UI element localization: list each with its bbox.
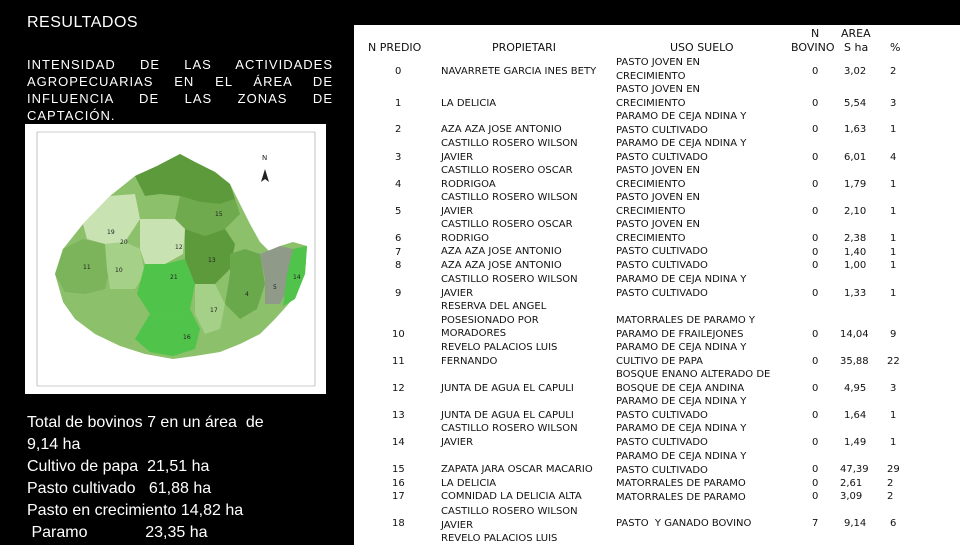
- cell-propietario: LA DELICIA: [441, 98, 497, 109]
- cell-propietario: ZAPATA JARA OSCAR MACARIO LA DELICIA COMNIDAD LA DELICIA ALTA: [441, 464, 593, 502]
- cell-pct: 29 2 2: [887, 464, 900, 502]
- map-region-10: [105, 242, 145, 289]
- summary-line: Cultivo de papa 21,51 ha: [27, 458, 210, 475]
- cell-pct: 3: [890, 383, 897, 394]
- cell-uso-suelo: PARAMO DE CEJA NDINA Y CULTIVO DE PAPA: [616, 342, 747, 367]
- header-area-1: AREA: [841, 27, 871, 40]
- cell-predio: 11: [392, 356, 405, 367]
- subtitle-line: INFLUENCIA DE LAS ZONAS DE: [27, 91, 333, 106]
- map-label: 16: [183, 334, 191, 341]
- cell-predio: 12: [392, 383, 405, 394]
- summary-line: 9,14 ha: [27, 436, 81, 453]
- cell-area: 3,02: [844, 66, 867, 77]
- cell-area: 1,63: [844, 124, 867, 135]
- cell-uso-suelo: PASTO JOVEN EN CRECIMIENTO: [616, 57, 700, 82]
- cell-area: 1,79: [844, 179, 867, 190]
- summary-line: Pasto en crecimiento 14,82 ha: [27, 502, 244, 519]
- cell-uso-suelo: MATORRALES DE PARAMO Y PARAMO DE FRAILEJONES: [616, 315, 756, 340]
- map-label: 17: [210, 307, 218, 314]
- cell-uso-suelo: PARAMO DE CEJA NDINA Y PASTO CULTIVADO: [616, 274, 747, 299]
- cell-uso-suelo: BOSQUE ENANO ALTERADO DE BOSQUE DE CEJA ANDINA: [616, 369, 771, 394]
- map-label: 11: [83, 264, 91, 271]
- cell-bovinos: 0: [812, 410, 819, 421]
- cell-predio: 4: [395, 179, 402, 190]
- cell-predio: 3: [395, 152, 402, 163]
- map-label: 19: [107, 229, 115, 236]
- cell-propietario: JUNTA DE AGUA EL CAPULI: [441, 410, 574, 421]
- cell-bovinos: 0: [812, 179, 819, 190]
- cell-uso-suelo: PARAMO DE CEJA NDINA Y PASTO CULTIVADO MATORRALES DE PARAMO MATORRALES DE PARAMO: [616, 451, 747, 503]
- cell-predio: 9: [395, 288, 402, 299]
- page-title: RESULTADOS: [27, 14, 139, 31]
- cell-bovinos: 0: [812, 206, 819, 217]
- header-predio: N PREDIO: [368, 41, 422, 54]
- cell-propietario: NAVARRETE GARCIA INES BETY: [441, 66, 597, 77]
- cell-pct: 2: [890, 66, 897, 77]
- cell-pct: 1: [890, 410, 897, 421]
- cell-uso-suelo: PASTO JOVEN EN CRECIMIENTO: [616, 165, 700, 190]
- cell-area: 1,49: [844, 437, 867, 448]
- cell-propietario: CASTILLO ROSERO WILSON JAVIER: [441, 506, 578, 531]
- cell-area: 1,64: [844, 410, 867, 421]
- cell-bovinos: 0: [812, 288, 819, 299]
- cell-pct: 6: [890, 518, 897, 529]
- cell-uso-suelo: PASTO JOVEN EN CRECIMIENTO: [616, 84, 700, 109]
- cell-predio: 10: [392, 329, 405, 340]
- cell-predio: 15 16 17: [392, 464, 405, 502]
- cell-area: 1,33: [844, 288, 867, 299]
- subtitle-line: CAPTACIÓN.: [27, 108, 116, 123]
- cell-bovinos: 0: [812, 329, 819, 340]
- cell-predio: 13: [392, 410, 405, 421]
- cell-bovinos: 7: [812, 518, 819, 529]
- land-use-map: [25, 124, 326, 394]
- cell-uso-suelo: PARAMO DE CEJA NDINA Y PASTO CULTIVADO: [616, 396, 747, 421]
- cell-propietario: CASTILLO ROSERO OSCAR RODRIGOA: [441, 165, 573, 190]
- subtitle-line: AGROPECUARIAS EN EL ÁREA DE: [27, 74, 333, 89]
- cell-uso-suelo: PARAMO DE CEJA NDINA Y PASTO CULTIVADO: [616, 138, 747, 163]
- map-label: 21: [170, 274, 178, 281]
- results-table: [354, 25, 960, 545]
- map-label: 4: [245, 291, 249, 298]
- cell-uso-suelo: PASTO JOVEN EN CRECIMIENTO: [616, 192, 700, 217]
- map-label: 10: [115, 267, 123, 274]
- header-uso-suelo: USO SUELO: [670, 41, 734, 54]
- cell-predio: 0: [395, 66, 402, 77]
- cell-pct: 1: [890, 124, 897, 135]
- cell-predio: 1: [395, 98, 402, 109]
- cell-area: 35,88: [840, 356, 869, 367]
- cell-predio: 6 7 8: [395, 233, 402, 271]
- cell-uso-suelo: PASTO JOVEN EN CRECIMIENTO PASTO CULTIVADO PASTO CULTIVADO: [616, 219, 708, 271]
- cell-pct: 22: [887, 356, 900, 367]
- cell-propietario: CASTILLO ROSERO WILSON JAVIER: [441, 274, 578, 299]
- cell-pct: 3: [890, 98, 897, 109]
- cell-propietario: JUNTA DE AGUA EL CAPULI: [441, 383, 574, 394]
- cell-bovinos: 0: [812, 66, 819, 77]
- header-pct: %: [890, 41, 901, 54]
- map-label: 15: [215, 211, 223, 218]
- cell-propietario: REVELO PALACIOS LUIS: [441, 533, 558, 544]
- cell-bovinos: 0: [812, 437, 819, 448]
- cell-propietario: CASTILLO ROSERO OSCAR RODRIGO AZA AZA JOSE ANTONIO AZA AZA JOSE ANTONIO: [441, 219, 573, 271]
- summary-line: Total de bovinos 7 en un área de: [27, 414, 264, 431]
- map-label: 5: [273, 284, 277, 291]
- cell-pct: 1 1 1: [890, 233, 897, 271]
- cell-predio: 2: [395, 124, 402, 135]
- cell-pct: 1: [890, 288, 897, 299]
- summary-block: [27, 412, 264, 544]
- cell-bovinos: 0: [812, 98, 819, 109]
- cell-predio: 5: [395, 206, 402, 217]
- cell-area: 2,38 1,40 1,00: [844, 233, 867, 271]
- cell-propietario: CASTILLO ROSERO WILSON JAVIER: [441, 423, 578, 448]
- cell-uso-suelo: PARAMO DE CEJA NDINA Y PASTO CULTIVADO: [616, 111, 747, 136]
- cell-area: 9,14: [844, 518, 867, 529]
- header-propietario: PROPIETARI: [492, 41, 557, 54]
- map-label: 12: [175, 244, 183, 251]
- cell-pct: 1: [890, 206, 897, 217]
- cell-propietario: CASTILLO ROSERO WILSON JAVIER: [441, 192, 578, 217]
- cell-propietario: CASTILLO ROSERO WILSON JAVIER: [441, 138, 578, 163]
- map-label-north: N: [262, 154, 268, 162]
- map-svg: [25, 124, 326, 394]
- page-subtitle: [27, 56, 333, 126]
- cell-bovinos: 0: [812, 152, 819, 163]
- subtitle-line: INTENSIDAD DE LAS ACTIVIDADES: [27, 57, 333, 72]
- cell-propietario: REVELO PALACIOS LUIS FERNANDO: [441, 342, 558, 367]
- cell-area: 5,54: [844, 98, 867, 109]
- cell-pct: 1: [890, 179, 897, 190]
- cell-propietario: AZA AZA JOSE ANTONIO: [441, 124, 562, 135]
- header-area-2: S ha: [844, 41, 869, 54]
- cell-bovinos: 0: [812, 124, 819, 135]
- cell-pct: 9: [890, 329, 897, 340]
- map-label: 14: [293, 274, 301, 281]
- cell-area: 14,04: [840, 329, 869, 340]
- cell-pct: 4: [890, 152, 897, 163]
- map-label: 13: [208, 257, 216, 264]
- cell-predio: 18: [392, 518, 405, 529]
- summary-line: Paramo 23,35 ha: [27, 524, 208, 541]
- header-bovinos-1: N: [811, 27, 820, 40]
- map-label: 20: [120, 239, 128, 246]
- cell-bovinos: 0 0 0: [812, 233, 819, 271]
- cell-predio: 14: [392, 437, 405, 448]
- cell-area: 4,95: [844, 383, 867, 394]
- cell-area: 6,01: [844, 152, 867, 163]
- cell-pct: 1: [890, 437, 897, 448]
- cell-uso-suelo: PASTO Y GANADO BOVINO: [616, 518, 752, 529]
- cell-bovinos: 0: [812, 356, 819, 367]
- cell-bovinos: 0 0 0: [812, 464, 819, 502]
- cell-propietario: RESERVA DEL ANGEL POSESIONADO POR MORADORES: [441, 301, 547, 339]
- cell-bovinos: 0: [812, 383, 819, 394]
- cell-area: 2,10: [844, 206, 867, 217]
- cell-uso-suelo: PARAMO DE CEJA NDINA Y PASTO CULTIVADO: [616, 423, 747, 448]
- cell-area: 47,39 2,61 3,09: [840, 464, 869, 502]
- summary-line: Pasto cultivado 61,88 ha: [27, 480, 212, 497]
- header-bovinos-2: BOVINO: [791, 41, 835, 54]
